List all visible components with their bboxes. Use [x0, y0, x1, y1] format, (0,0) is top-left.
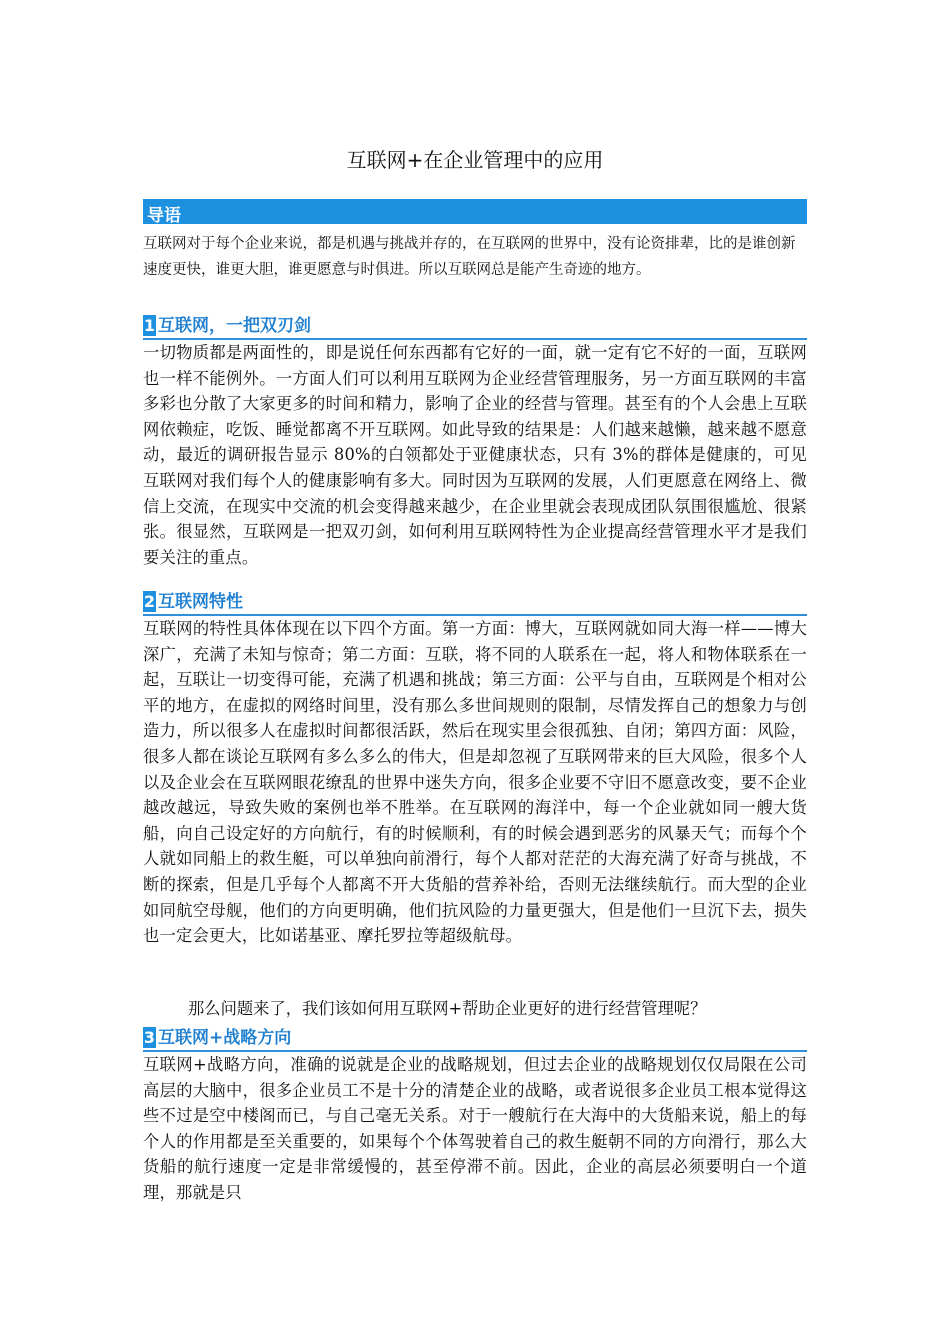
section-1-title: 互联网，一把双刃剑 — [158, 316, 311, 336]
section-1-heading — [143, 314, 807, 340]
section-3-heading — [143, 1026, 807, 1052]
section-1-paragraph: 一切物质都是两面性的，即是说任何东西都有它好的一面，就一定有它不好的一面，互联网也一样不能例外。一方面人们可以利用互联网为企业经营管理服务，另一方面互联网的丰富多彩也分散了大家更多的时间和精力，影响了企业的经营与管理。甚至有的个人会患上互联网依赖症，吃饭、睡觉都离不开互联网。如此导致的结果是：人们越来越懒，越来越不愿意动，最近的调研报告显示 80%的白领都处于亚健康状态，只有 3%的群体是健康的，可见互联网对我们每个人的健康影响有多大。同时因为互联网的发展，人们更愿意在网络上、微信上交流，在现实中交流的机会变得越来越少，在企业里就会表现成团队氛围很尴尬、很紧张。很显然，互联网是一把双刃剑，如何利用互联网特性为企业提高经营管理水平才是我们要关注的重点。 — [143, 343, 807, 567]
section-2-title: 互联网特性 — [158, 592, 243, 612]
section-2-number: 2 — [143, 592, 156, 611]
section-3-number: 3 — [143, 1028, 156, 1047]
section-2-paragraph: 互联网的特性具体体现在以下四个方面。第一方面：博大，互联网就如同大海一样——博大深广，充满了未知与惊奇；第二方面：互联，将不同的人联系在一起，将人和物体联系在一起，互联让一切变得可能，充满了机遇和挑战；第三方面：公平与自由，互联网是个相对公平的地方，在虚拟的网络时间里，没有那么多世间规则的限制，尽情发挥自己的想象力与创造力，所以很多人在虚拟时间都很活跃，然后在现实里会很孤独、自闭；第四方面：风险，很多人都在谈论互联网有多么多么的伟大，但是却忽视了互联网带来的巨大风险，很多个人以及企业会在互联网眼花缭乱的世界中迷失方向，很多企业要不守旧不愿意改变，要不企业越改越远，导致失败的案例也举不胜举。在互联网的海洋中，每一个企业就如同一艘大货船，向自己设定好的方向航行，有的时候顺利，有的时候会遇到恶劣的风暴天气；而每个个人就如同船上的救生艇，可以单独向前滑行，每个人都对茫茫的大海充满了好奇与挑战，不断的探索，但是几乎每个人都离不开大货船的营养补给，否则无法继续航行。而大型的企业如同航空母舰，他们的方向更明确，他们抗风险的力量更强大，但是他们一旦沉下去，损失也一定会更大，比如诺基亚、摩托罗拉等超级航母。 — [143, 619, 807, 946]
intro-paragraph: 互联网对于每个企业来说，都是机遇与挑战并存的，在互联网的世界中，没有论资排辈，比的是谁创新速度更快，谁更大胆，谁更愿意与时俱进。所以互联网总是能产生奇迹的地方。 — [143, 236, 796, 278]
section-3-title: 互联网+战略方向 — [158, 1028, 292, 1048]
intro-heading: 导语 — [147, 206, 181, 226]
section-2-question: 那么问题来了，我们该如何用互联网+帮助企业更好的进行经营管理呢？ — [188, 999, 707, 1018]
intro-heading-bar — [143, 199, 807, 224]
section-3-paragraph: 互联网+战略方向，准确的说就是企业的战略规划，但过去企业的战略规划仅仅局限在公司高层的大脑中，很多企业员工不是十分的清楚企业的战略，或者说很多企业员工根本觉得这些不过是空中楼阁而已，与自己毫无关系。对于一艘航行在大海中的大货船来说，船上的每个人的作用都是至关重要的，如果每个个体驾驶着自己的救生艇朝不同的方向滑行，那么大货船的航行速度一定是非常缓慢的，甚至停滞不前。因此，企业的高层必须要明白一个道理，那就是只 — [143, 1055, 807, 1202]
section-2-heading — [143, 590, 807, 616]
section-1-number: 1 — [143, 316, 156, 335]
document-title: 互联网+在企业管理中的应用 — [346, 148, 604, 172]
